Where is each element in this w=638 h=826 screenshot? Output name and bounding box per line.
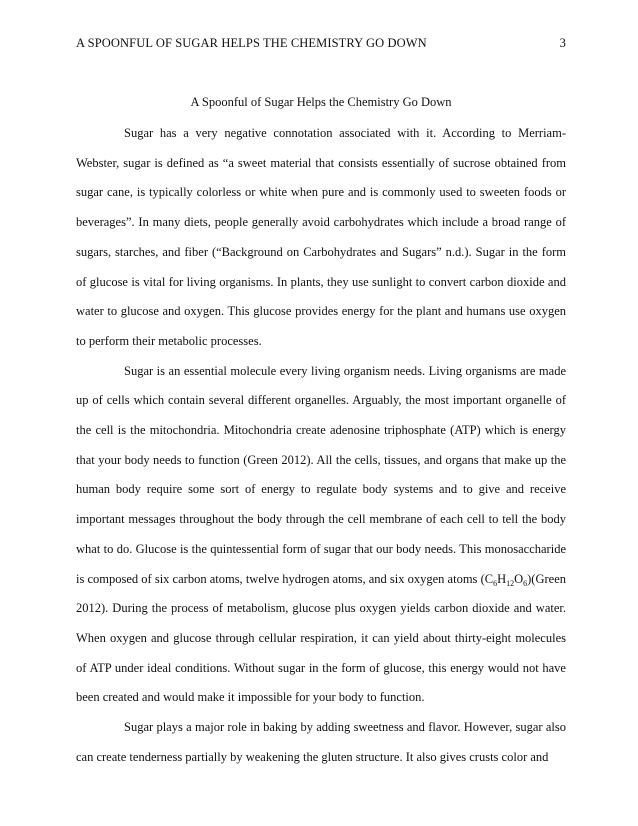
running-head: A SPOONFUL OF SUGAR HELPS THE CHEMISTRY GO DOWN — [76, 36, 427, 50]
document-title: A Spoonful of Sugar Helps the Chemistry Go Down — [190, 95, 452, 109]
glucose-formula — [481, 572, 532, 586]
document-body — [76, 119, 566, 772]
formula-close: ) — [527, 571, 532, 586]
formula-h-subscript: 12 — [506, 578, 515, 588]
formula-o-subscript: 6 — [523, 578, 528, 588]
paragraph-3: Sugar plays a major role in baking by adding sweetness and flavor. However, sugar also can create tenderness partially by weakening the gluten structure. It also gives crusts color and — [76, 720, 566, 764]
formula-o: O — [514, 571, 524, 586]
paragraph-2 — [76, 357, 566, 713]
paragraph-2-text-a: Sugar is an essential molecule every living organism needs. Living organisms are made up of cells which contain several different organelles. Arguably, the most important organelle of the cell is the mitochondria. Mitochondria create adenosine triphosphate (ATP) which is energy that your body needs to function (Green 2012). All the cells, tissues, and organs that make up the human body require some sort of energy to regulate body systems and to give and receive important messages throughout the body through the cell membrane of each cell to tell the body what to do. Glucose is the quintessential form of sugar that our body needs. This monosaccharide is composed of six carbon atoms, twelve hydrogen atoms, and six oxygen atoms — [76, 363, 566, 586]
paragraph-2-text-b: (Green 2012). During the process of metabolism, glucose plus oxygen yields carbon dioxide and water. When oxygen and glucose through cellular respiration, it can yield about thirty-eight molecules of ATP under ideal conditions. Without sugar in the form of glucose, this energy would not have been created and would make it impossible for your body to function. — [76, 571, 566, 705]
paragraph-1: Sugar has a very negative connotation associated with it. According to Merriam-Webster, sugar is defined as “a sweet material that consists essentially of sucrose obtained from sugar cane, is typically colorless or white when pure and is commonly used to sweeten foods or beverages”. In many diets, people generally avoid carbohydrates which include a broad range of sugars, starches, and fiber (“Background on Carbohydrates and Sugars” n.d.). Sugar in the form of glucose is vital for living organisms. In plants, they use sunlight to convert carbon dioxide and water to glucose and oxygen. This glucose provides energy for the plant and humans use oxygen to perform their metabolic processes. — [76, 126, 566, 348]
formula-h: H — [497, 571, 507, 586]
page-number: 3 — [559, 36, 566, 50]
formula-c-subscript: 6 — [493, 578, 498, 588]
formula-open: (C — [480, 571, 494, 586]
running-header — [76, 36, 566, 51]
